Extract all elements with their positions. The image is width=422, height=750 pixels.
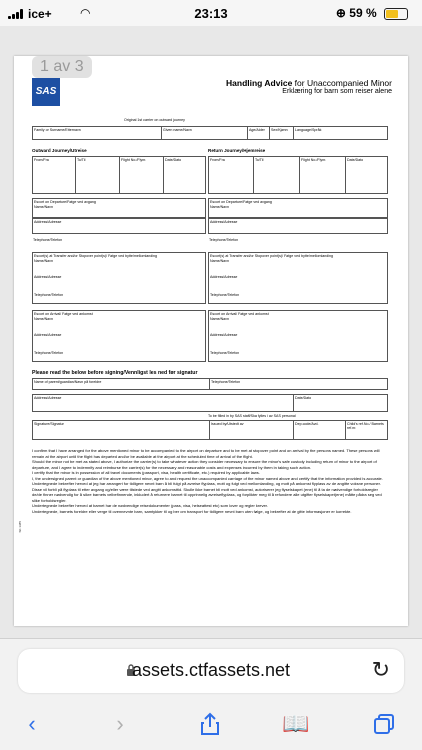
- bookmarks-button[interactable]: [276, 708, 316, 740]
- escort-departure-ret: [208, 198, 388, 218]
- escort-arrival-tel: Telephone/Telefon: [34, 351, 64, 355]
- document-title-bold: Handling Advice: [226, 78, 293, 88]
- terms-para-3: I certify that the minor is in possession of all travel documents (passport, visa, health certificate, etc.) required by applicable laws.: [32, 470, 260, 475]
- chevron-right-icon: ›: [116, 711, 124, 736]
- escort-arrival-name: Name/Navn: [34, 317, 53, 321]
- address-bar-area: [0, 638, 422, 703]
- escort-transfer-out: [32, 252, 206, 304]
- telephone-label: Telephone/Telefon: [33, 238, 63, 242]
- carrier-label: ice+: [28, 7, 52, 21]
- passenger-fields-row: [32, 126, 388, 140]
- escort-arrival-label-ret: Escort on Arrival/ Følge ved ankomst: [210, 312, 269, 316]
- escort-departure-name-ret: Name/Navn: [210, 205, 229, 209]
- parent-name-label: Name of parent/guardian/Navn på foreldre: [34, 380, 102, 384]
- signature-label: Signature/Signatur: [34, 422, 64, 426]
- book-icon: 📖: [282, 711, 310, 736]
- escort-departure-out: [32, 198, 206, 218]
- telephone-label-ret: Telephone/Telefon: [209, 238, 239, 242]
- parent-address-row: [32, 394, 388, 412]
- address-label: Address/Adresse: [34, 220, 62, 224]
- parent-tel-label: Telephone/Telefon: [209, 379, 389, 389]
- return-journey-heading: Return Journey/Hjemreise: [208, 148, 266, 153]
- escort-departure-label: Escort on Departure/Følge ved avgang: [34, 200, 96, 204]
- escort-arrival-tel-ret: Telephone/Telefon: [210, 351, 240, 355]
- battery-percent: 59 %: [349, 6, 377, 20]
- document-title-rest: for Unaccompanied Minor: [294, 78, 392, 88]
- escort-arrival-out: [32, 310, 206, 362]
- escort-arrival-address-ret: Address/Adresse: [210, 333, 238, 337]
- field-given-name: Given name/Navn: [161, 127, 247, 139]
- original-note: Original 1st carrier on outward journey: [124, 118, 185, 122]
- escort-transfer-name: Name/Navn: [34, 259, 53, 263]
- terms-para-2: Should the minor not be met as stated above, I authorize the carrier(s) to take whatever action they consider necessary to ensure the minor's safe custody including return of minor to the airport of departure, and I agree to indemnify and reimburse the carrier(s) for the necessary and reasonable costs and expenses incurred by them in taking such action.: [32, 459, 377, 470]
- parent-address-label: Address/Adresse: [34, 396, 62, 400]
- escort-departure-address-ret: [208, 218, 388, 234]
- terms-text: [32, 448, 388, 514]
- outward-journey-heading: Outward Journey/Utreise: [32, 148, 87, 153]
- share-button[interactable]: [190, 708, 230, 740]
- address-bar[interactable]: [18, 649, 404, 693]
- escort-arrival-name-ret: Name/Navn: [210, 317, 229, 321]
- outward-flight: Flight No./Flynr.: [119, 157, 163, 193]
- parent-date-label: Date/Dato: [293, 395, 389, 411]
- reload-icon[interactable]: ↻: [371, 657, 390, 682]
- return-date: Date/Dato: [345, 157, 389, 193]
- terms-para-7: Undertegnede, barnets foreldre eller verge til ovennevnte barn, samtykker til og ber om transport for tidligere nevnt barn uten følge, og bekrefter at de gitte informasjoner er korrekte.: [32, 508, 352, 514]
- sas-logo: SAS: [32, 78, 60, 106]
- field-sex: Sex/Kjønn: [269, 127, 293, 139]
- battery-indicator: [336, 6, 408, 20]
- terms-para-4: I, the undersigned parent or guardian of the above mentioned minor, agree to and request the unaccompanied carriage of the minor named above and certify that the information provided is accurate.: [32, 475, 383, 481]
- outward-journey-table: [32, 156, 206, 194]
- outward-to: To/Til: [75, 157, 119, 193]
- escort-transfer-label: Escort(s) at Transfer and/or Stopover point(s)/ Følge ved bytte/mellomlanding: [34, 254, 158, 258]
- signature-row: [32, 420, 388, 440]
- share-icon: [200, 712, 220, 736]
- address-label-ret: Address/Adresse: [210, 220, 238, 224]
- escort-transfer-tel-ret: Telephone/Telefon: [210, 293, 240, 297]
- escort-departure-address: [32, 218, 206, 234]
- page-indicator: 1 av 3: [32, 56, 92, 78]
- outward-date: Date/Dato: [163, 157, 207, 193]
- escort-departure-name: Name/Navn: [34, 205, 53, 209]
- document-title: [226, 78, 392, 88]
- return-to: To/Til: [253, 157, 299, 193]
- sas-staff-note: To be filled in by SAS staff/Ska fylles i av SAS personal: [208, 414, 296, 418]
- child-ref-label: Child's ref.No./ Barnets ref.nr.: [345, 421, 389, 439]
- return-from: From/Fra: [210, 158, 225, 162]
- escort-transfer-name-ret: Name/Navn: [210, 259, 229, 263]
- tabs-icon: [373, 713, 395, 735]
- escort-transfer-label-ret: Escort(s) at Transfer and/or Stopover point(s)/ Følge ved bytte/mellomlanding: [210, 254, 334, 258]
- read-before-signing-heading: Please read the below before signing/Vennligst les ned før signatur: [32, 370, 198, 376]
- dep-code-label: Dep.code/Avd.: [293, 421, 345, 439]
- chevron-left-icon: ‹: [28, 711, 36, 736]
- escort-arrival-label: Escort on Arrival/ Følge ved ankomst: [34, 312, 93, 316]
- field-surname: Family or Surname/Etternavn: [34, 128, 81, 132]
- field-language: Language/Språk: [293, 127, 389, 139]
- field-age: Age/Alder: [247, 127, 269, 139]
- pdf-page: [14, 56, 408, 626]
- url-text[interactable]: assets.ctfassets.net: [131, 660, 291, 680]
- escort-transfer-address: Address/Adresse: [34, 275, 62, 279]
- terms-para-6: Undertegnede bekrefter herved at barnet har de nødvendige reisedokumenter (pass, visa, helseattest etc) som lover og regler krever.: [32, 503, 268, 508]
- escort-transfer-ret: [208, 252, 388, 304]
- escort-departure-label-ret: Escort on Departure/Følge ved avgang: [210, 200, 272, 204]
- escort-transfer-address-ret: Address/Adresse: [210, 275, 238, 279]
- terms-para-5: Undertegnede bekrefter herved at jeg har arrangert for tidligere nevnt barn å bli fulgt på avreise flyplass, mott og fulgt ved mellomlanding, og mott på ankomst flyplass av de angitte voksne personer. Disse vil forbli på flyplass til etter avgang og/eller være tilstede ved angitt ankomsttid. Skulle ikke barnet bli mott ved ankomst, autoriserer jeg flyselskapet (ene) til å ta de nødvendige forholdsregler de/de finner nødvendig for å sikre barnets velbefinnende, inkludert å returnere barnet til opprinnelig avreiseflyplass, og forplikter meg til å refundere alle utgifter flyselskapet(ene) måtte pådra seg ved slike forholdsregler.: [32, 481, 382, 503]
- escort-arrival-address: Address/Adresse: [34, 333, 62, 337]
- pdf-viewer[interactable]: [0, 26, 422, 638]
- tabs-button[interactable]: [364, 708, 404, 740]
- status-time: 23:13: [194, 6, 228, 21]
- back-button[interactable]: [12, 708, 52, 740]
- rotation-lock-icon: ⊕: [335, 6, 346, 20]
- battery-icon: [384, 8, 408, 20]
- return-journey-table: [208, 156, 388, 194]
- escort-transfer-tel: Telephone/Telefon: [34, 293, 64, 297]
- browser-toolbar: [0, 702, 422, 750]
- issued-by-label: Issued by/Utstedt av: [209, 421, 293, 439]
- wifi-icon: ◠: [80, 6, 91, 20]
- return-flight: Flight No./Flynr.: [299, 157, 345, 193]
- outward-from: From/Fra: [34, 158, 49, 162]
- status-bar: [0, 0, 422, 26]
- document-subtitle: Erklæring for barn som reiser alene: [282, 88, 392, 95]
- escort-arrival-ret: [208, 310, 388, 362]
- document-code: SK 1385: [18, 521, 22, 533]
- terms-para-1: I confirm that I have arranged for the above mentioned minor to be accompanied to the airport on departure and to be met at stopover point and on arrival by the persons named. These persons will remain at the airport until the flight has departed and/or be available at the airport at the scheduled time of arrival of the flight.: [32, 448, 380, 459]
- parent-name-row: [32, 378, 388, 390]
- forward-button[interactable]: [100, 708, 140, 740]
